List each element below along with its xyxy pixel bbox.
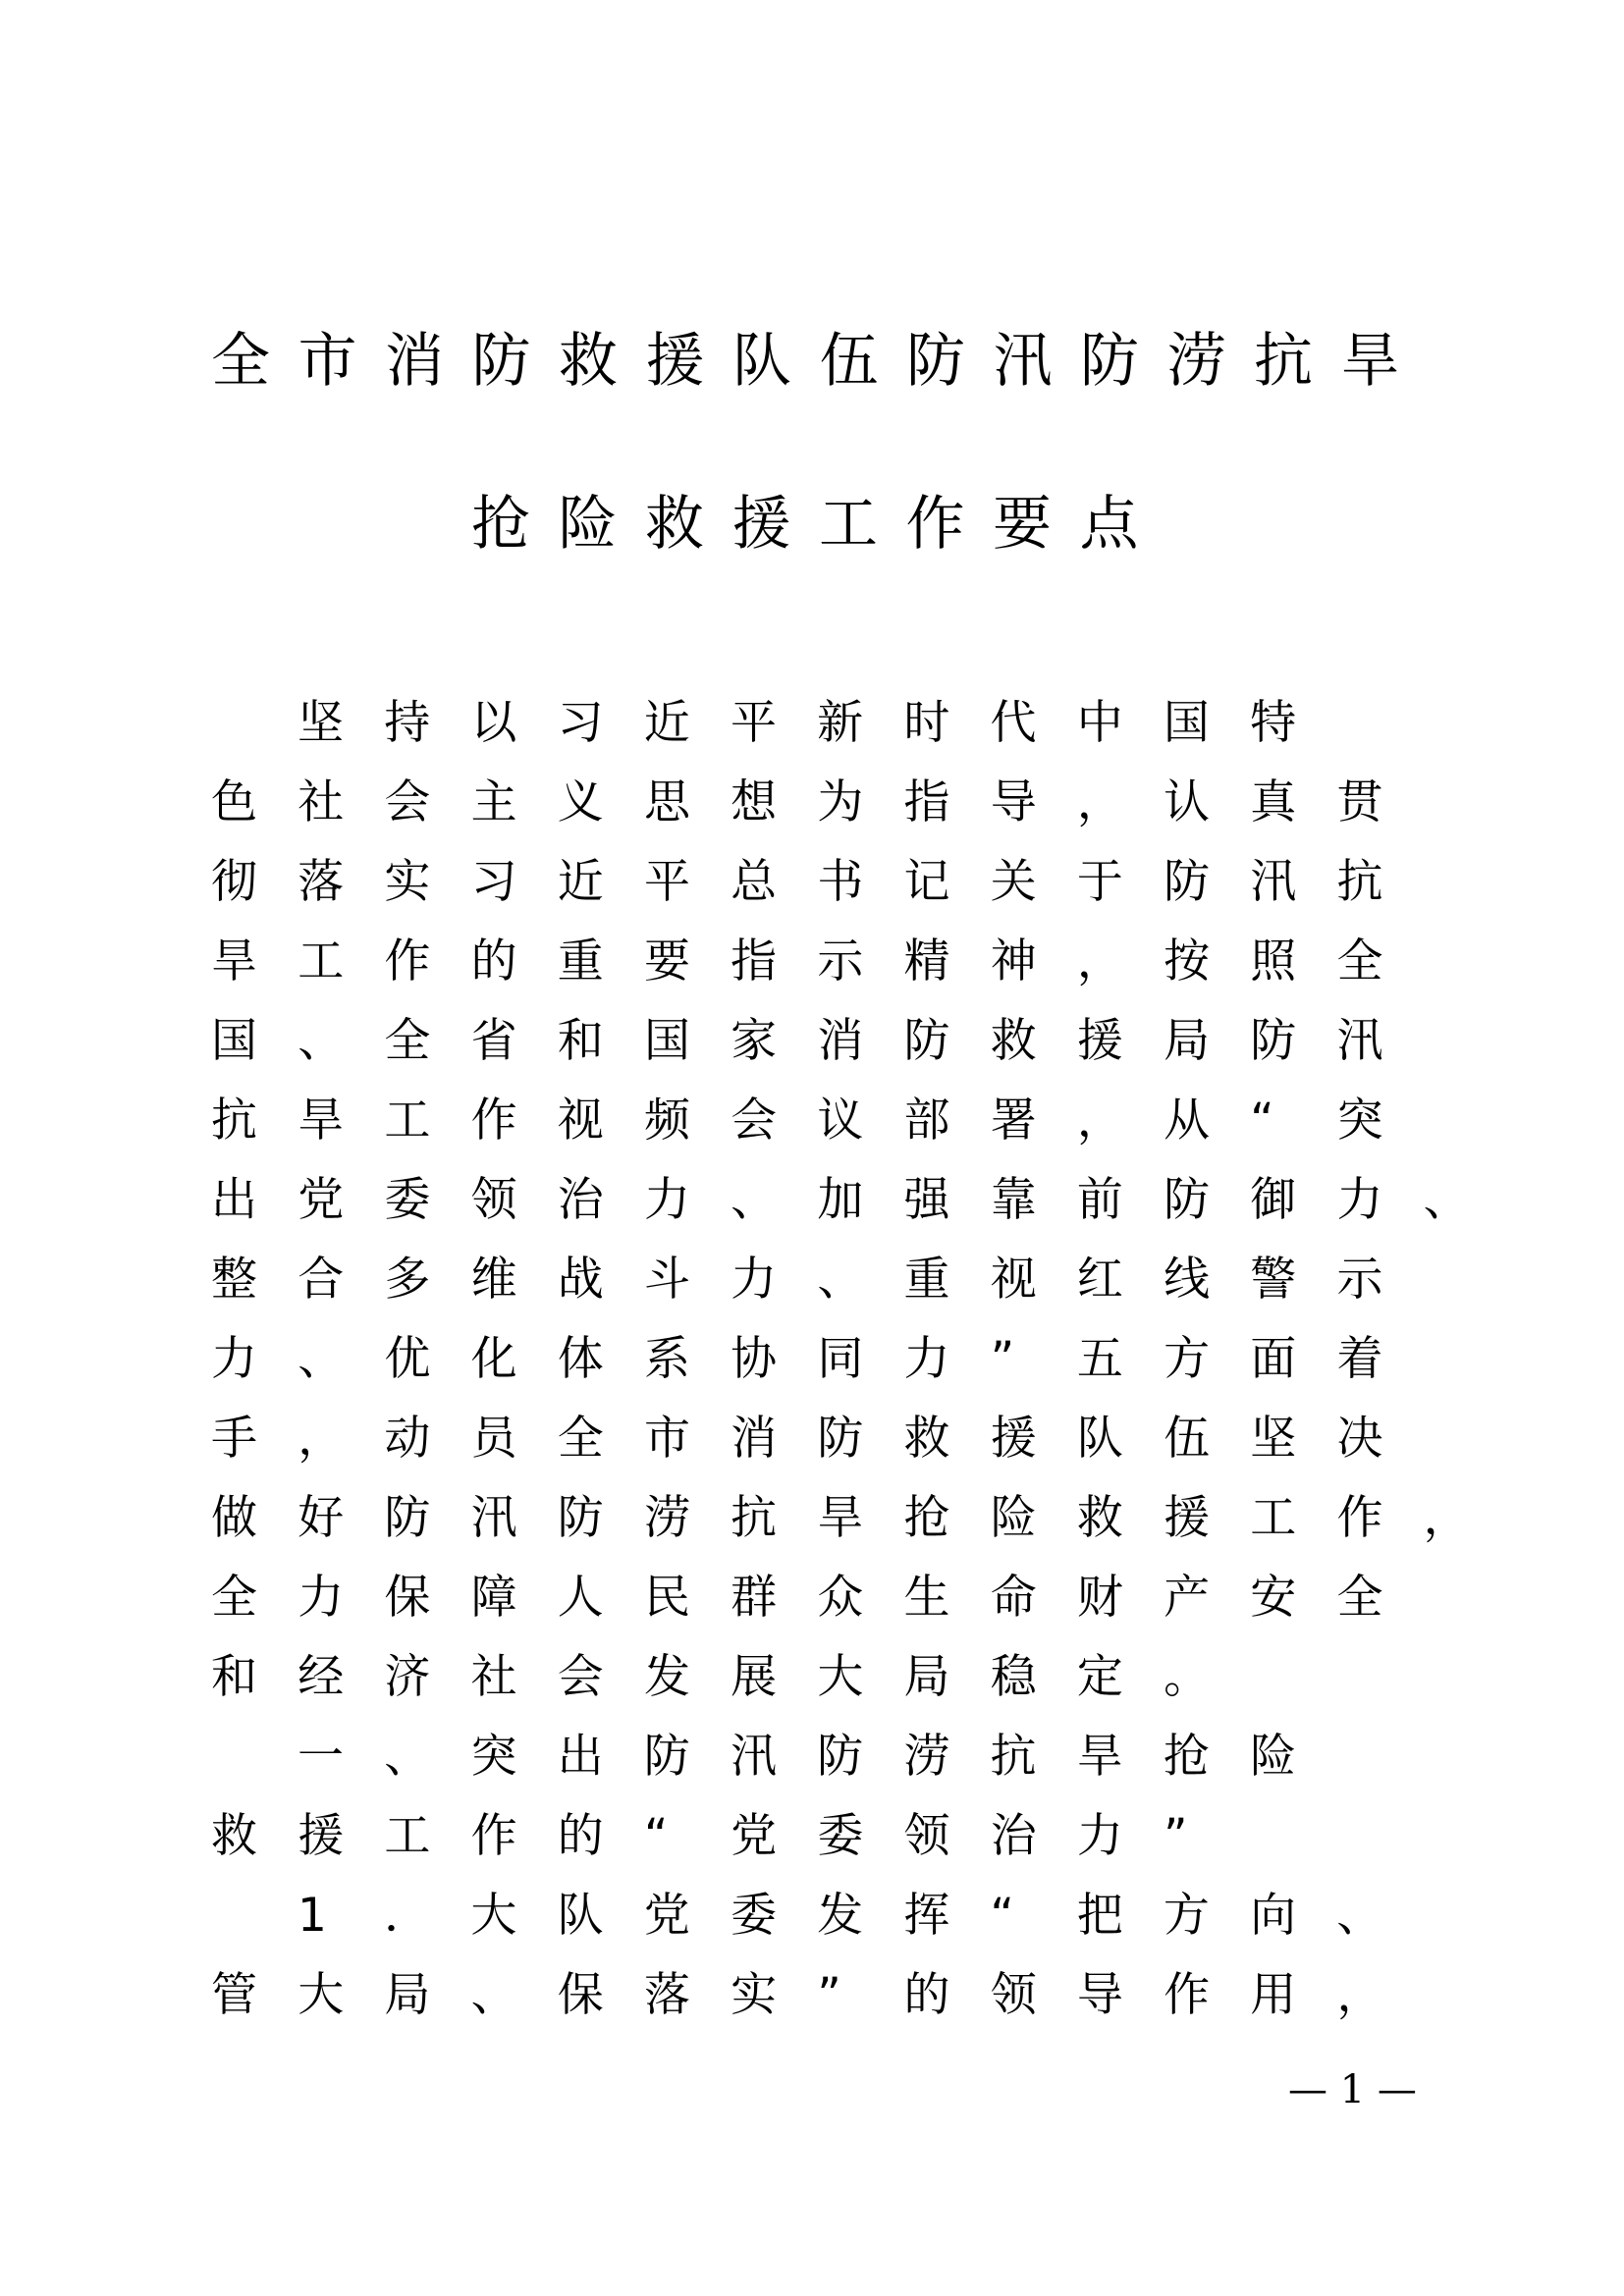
paragraph-line: 1 ． 大 队 党 委 发 挥 “ 把 方 向 、 <box>298 1889 1383 1943</box>
paragraph-line: 彻 落 实 习 近 平 总 书 记 关 于 防 汛 抗 <box>211 855 1383 909</box>
paragraph-line: 出 党 委 领 治 力 、 加 强 靠 前 防 御 力 、 <box>211 1173 1470 1227</box>
paragraph-line: 管 大 局 、 保 落 实 ” 的 领 导 作 用 ， <box>211 1968 1383 2022</box>
paragraph-line: 国 、 全 省 和 国 家 消 防 救 援 局 防 汛 <box>211 1014 1383 1068</box>
paragraph-line: 抗 旱 工 作 视 频 会 议 部 署 ， 从 “ 突 <box>211 1094 1383 1148</box>
section-heading-line: 一 、 突 出 防 汛 防 涝 抗 旱 抢 险 <box>298 1730 1297 1784</box>
paragraph-line: 坚 持 以 习 近 平 新 时 代 中 国 特 <box>298 696 1297 750</box>
paragraph-line: 全 力 保 障 人 民 群 众 生 命 财 产 安 全 <box>211 1571 1383 1625</box>
paragraph-line: 手 ， 动 员 全 市 消 防 救 援 队 伍 坚 决 <box>211 1412 1383 1466</box>
page-number: — 1 — <box>1288 2067 1417 2112</box>
paragraph-line: 力 、 优 化 体 系 协 同 力 ” 五 方 面 着 <box>211 1332 1383 1386</box>
title-line-2: 抢 险 救 援 工 作 要 点 <box>471 490 1139 559</box>
title-line-1: 全 市 消 防 救 援 队 伍 防 汛 防 涝 抗 旱 <box>211 327 1400 396</box>
paragraph-line: 整 合 多 维 战 斗 力 、 重 视 红 线 警 示 <box>211 1253 1383 1307</box>
paragraph-line: 做 好 防 汛 防 涝 抗 旱 抢 险 救 援 工 作 ， <box>211 1491 1470 1545</box>
paragraph-line: 色 社 会 主 义 思 想 为 指 导 ， 认 真 贯 <box>211 775 1383 829</box>
paragraph-line: 和 经 济 社 会 发 展 大 局 稳 定 。 <box>211 1650 1211 1704</box>
paragraph-line: 旱 工 作 的 重 要 指 示 精 神 ， 按 照 全 <box>211 934 1383 988</box>
section-heading-line: 救 援 工 作 的 “ 党 委 领 治 力 ” <box>211 1809 1188 1863</box>
